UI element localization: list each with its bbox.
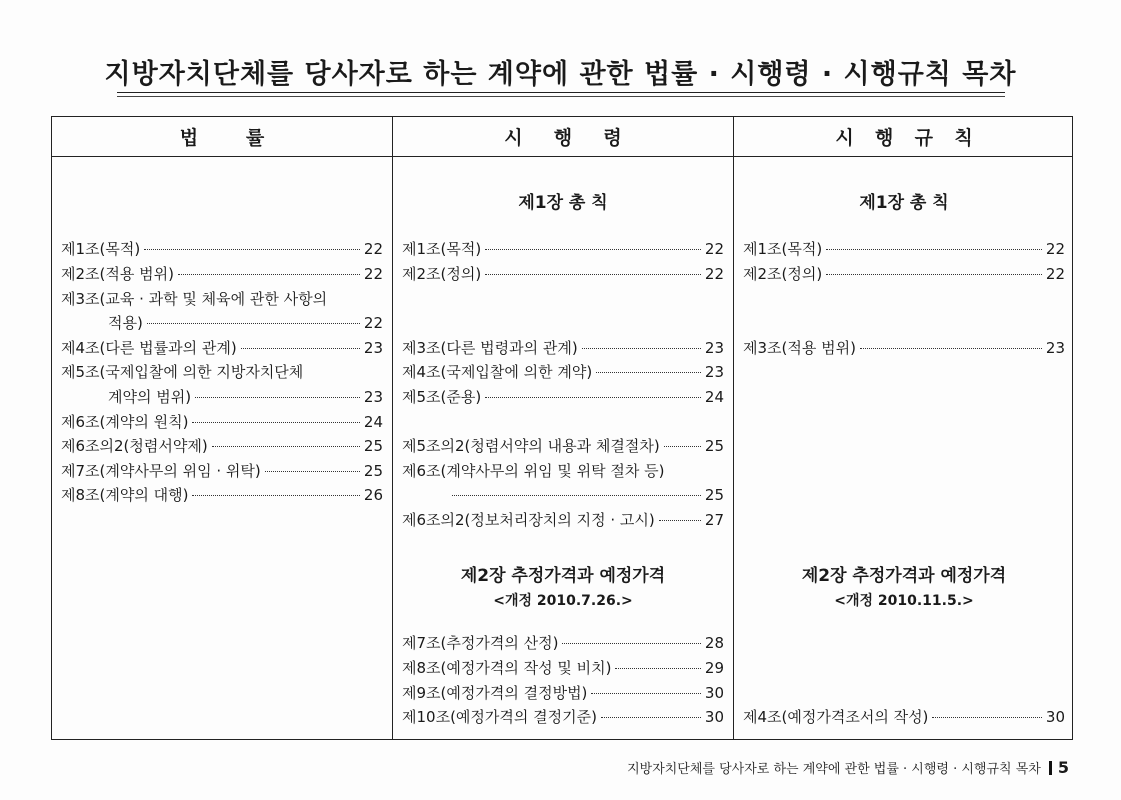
toc-entry[interactable] [448,485,724,505]
toc-entry[interactable] [402,510,724,530]
toc-entry[interactable] [402,264,724,284]
toc-entry[interactable] [402,658,724,678]
toc-table [51,116,1073,740]
entry-label: 제2조(적용 범위) [61,265,174,283]
entry-label: 제6조(계약의 원칙) [61,413,189,431]
page-title: 지방자치단체를 당사자로 하는 계약에 관한 법률 · 시행령 · 시행규칙 목차 [104,59,1017,90]
toc-entry[interactable] [108,387,383,407]
entry-label: 제4조(다른 법률과의 관계) [61,339,237,357]
toc-entry[interactable] [402,239,724,259]
entry-page: 23 [704,339,724,357]
entry-label: 제5조의2(청렴서약의 내용과 체결절차) [402,437,660,455]
decree-chapter-1: 제1장 총 칙 [518,193,608,213]
header-law-char: 법 [179,127,199,149]
toc-entry[interactable] [61,485,383,505]
footer-title: 지방자치단체를 당사자로 하는 계약에 관한 법률 · 시행령 · 시행규칙 목차 [627,762,1041,777]
toc-entry-line[interactable]: 제6조(계약사무의 위임 및 위탁 절차 등) [402,462,665,480]
toc-entry[interactable] [402,387,724,407]
title-underline [117,92,1005,93]
entry-label: 제1조(목적) [402,240,482,258]
entry-page: 25 [363,462,383,480]
footer-separator [1049,761,1052,775]
toc-entry[interactable] [743,239,1065,259]
decree-amend-note: <개정 2010.7.26.> [493,593,633,609]
entry-label: 제9조(예정가격의 결정방법) [402,684,588,702]
toc-entry[interactable] [402,436,724,456]
entry-label: 적용) [108,314,143,332]
entry-label: 제1조(목적) [61,240,141,258]
header-rules-char: 시 [835,127,854,149]
decree-chapter-2: 제2장 추정가격과 예정가격 [460,566,666,586]
entry-page: 29 [704,659,724,677]
toc-entry-line[interactable]: 제3조(교육 · 과학 및 체육에 관한 사항의 [61,290,328,308]
entry-page: 23 [363,339,383,357]
header-rules-char: 행 [874,127,894,149]
entry-page: 22 [363,240,383,258]
header-decree-char: 행 [553,127,573,149]
entry-page: 22 [704,240,724,258]
toc-entry[interactable] [61,264,383,284]
toc-entry[interactable] [402,633,724,653]
toc-entry[interactable] [743,264,1065,284]
entry-page: 23 [1045,339,1065,357]
entry-page: 30 [704,708,724,726]
entry-page: 23 [363,388,383,406]
entry-label: 제10조(예정가격의 결정기준) [402,708,597,726]
rules-amend-note: <개정 2010.11.5.> [834,593,974,609]
entry-page: 30 [1045,708,1065,726]
entry-label: 제4조(국제입찰에 의한 계약) [402,363,593,381]
header-rules-char: 칙 [954,127,973,149]
toc-entry[interactable] [743,707,1065,727]
toc-entry[interactable] [61,436,383,456]
title-underline-thin [117,96,1005,97]
entry-label: 제7조(추정가격의 산정) [402,634,559,652]
entry-page: 22 [704,265,724,283]
entry-label: 제1조(목적) [743,240,823,258]
toc-entry[interactable] [402,338,724,358]
entry-label: 제5조(준용) [402,388,482,406]
entry-page: 22 [363,314,383,332]
entry-page: 22 [363,265,383,283]
rules-chapter-1: 제1장 총 칙 [859,193,949,213]
entry-page: 25 [363,437,383,455]
entry-label: 제2조(정의) [402,265,482,283]
toc-entry[interactable] [61,338,383,358]
entry-label: 제8조(계약의 대행) [61,486,189,504]
entry-label: 제3조(적용 범위) [743,339,856,357]
entry-label: 제3조(다른 법령과의 관계) [402,339,578,357]
toc-entry[interactable] [402,362,724,382]
entry-page: 28 [704,634,724,652]
toc-entry[interactable] [61,461,383,481]
entry-page: 22 [1045,240,1065,258]
entry-label: 제4조(예정가격조서의 작성) [743,708,929,726]
entry-label: 제6조의2(정보처리장치의 지정 · 고시) [402,511,655,529]
toc-entry[interactable] [402,683,724,703]
entry-page: 30 [704,684,724,702]
entry-page: 27 [704,511,724,529]
entry-page: 25 [704,486,724,504]
header-law [52,117,392,156]
entry-page: 25 [704,437,724,455]
entry-page: 24 [363,413,383,431]
header-law-char: 률 [245,127,265,149]
rules-chapter-2: 제2장 추정가격과 예정가격 [801,566,1007,586]
header-divider [52,156,1072,157]
entry-page: 26 [363,486,383,504]
header-decree-char: 령 [603,127,622,149]
entry-page: 23 [704,363,724,381]
header-decree-char: 시 [504,127,523,149]
header-decree [393,117,733,156]
toc-entry[interactable] [61,239,383,259]
header-rules [734,117,1074,156]
toc-entry[interactable] [61,412,383,432]
entry-label: 계약의 범위) [108,388,192,406]
entry-label: 제2조(정의) [743,265,823,283]
entry-page: 22 [1045,265,1065,283]
toc-entry-line[interactable]: 제5조(국제입찰에 의한 지방자치단체 [61,363,304,381]
toc-entry[interactable] [743,338,1065,358]
toc-entry[interactable] [108,313,383,333]
page-footer [627,758,1069,777]
entry-label: 제7조(계약사무의 위임 · 위탁) [61,462,261,480]
entry-label: 제8조(예정가격의 작성 및 비치) [402,659,612,677]
page-number: 5 [1057,758,1069,777]
entry-label: 제6조의2(청렴서약제) [61,437,208,455]
entry-page: 24 [704,388,724,406]
toc-entry[interactable] [402,707,724,727]
header-rules-char: 규 [914,127,934,149]
